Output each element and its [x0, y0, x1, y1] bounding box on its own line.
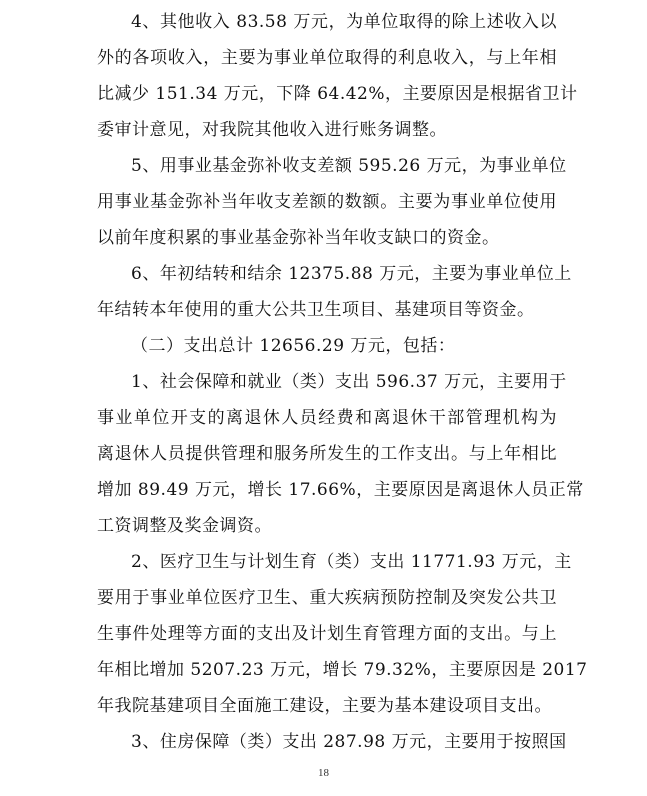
text-line: 以前年度积累的事业基金弥补当年收支缺口的资金。 — [97, 228, 500, 248]
text-line: 2、医疗卫生与计划生育（类）支出 11771.93 万元，主 — [131, 552, 572, 572]
text-line: 工资调整及奖金调资。 — [97, 516, 272, 536]
text-line: 生事件处理等方面的支出及计划生育管理方面的支出。与上 — [97, 624, 557, 644]
section-heading: （二）支出总计 12656.29 万元，包括： — [131, 336, 456, 356]
text-line: 5、用事业基金弥补收支差额 595.26 万元，为事业单位 — [131, 156, 567, 176]
text-line: 6、年初结转和结余 12375.88 万元，主要为事业单位上 — [131, 264, 572, 284]
text-line: 3、住房保障（类）支出 287.98 万元，主要用于按照国 — [131, 732, 567, 752]
text-line: 外的各项收入，主要为事业单位取得的利息收入，与上年相 — [97, 48, 557, 68]
text-line: 比减少 151.34 万元，下降 64.42%，主要原因是根据省卫计 — [97, 84, 578, 104]
text-line: 用事业基金弥补当年收支差额的数额。主要为事业单位使用 — [97, 192, 557, 212]
text-line: 离退休人员提供管理和服务所发生的工作支出。与上年相比 — [97, 444, 557, 464]
text-line: 事业单位开支的离退休人员经费和离退休干部管理机构为 — [97, 408, 557, 428]
text-line: 要用于事业单位医疗卫生、重大疾病预防控制及突发公共卫 — [97, 588, 557, 608]
text-line: 年我院基建项目全面施工建设，主要为基本建设项目支出。 — [97, 696, 552, 716]
text-line: 委审计意见，对我院其他收入进行账务调整。 — [97, 120, 447, 140]
text-line: 4、其他收入 83.58 万元，为单位取得的除上述收入以 — [131, 12, 557, 32]
text-line: 年相比增加 5207.23 万元，增长 79.32%，主要原因是 2017 — [97, 660, 588, 680]
text-line: 增加 89.49 万元，增长 17.66%，主要原因是离退休人员正常 — [97, 480, 584, 500]
text-line: 1、社会保障和就业（类）支出 596.37 万元，主要用于 — [131, 372, 567, 392]
text-line: 年结转本年使用的重大公共卫生项目、基建项目等资金。 — [97, 300, 535, 320]
page-number: 18 — [318, 767, 329, 779]
